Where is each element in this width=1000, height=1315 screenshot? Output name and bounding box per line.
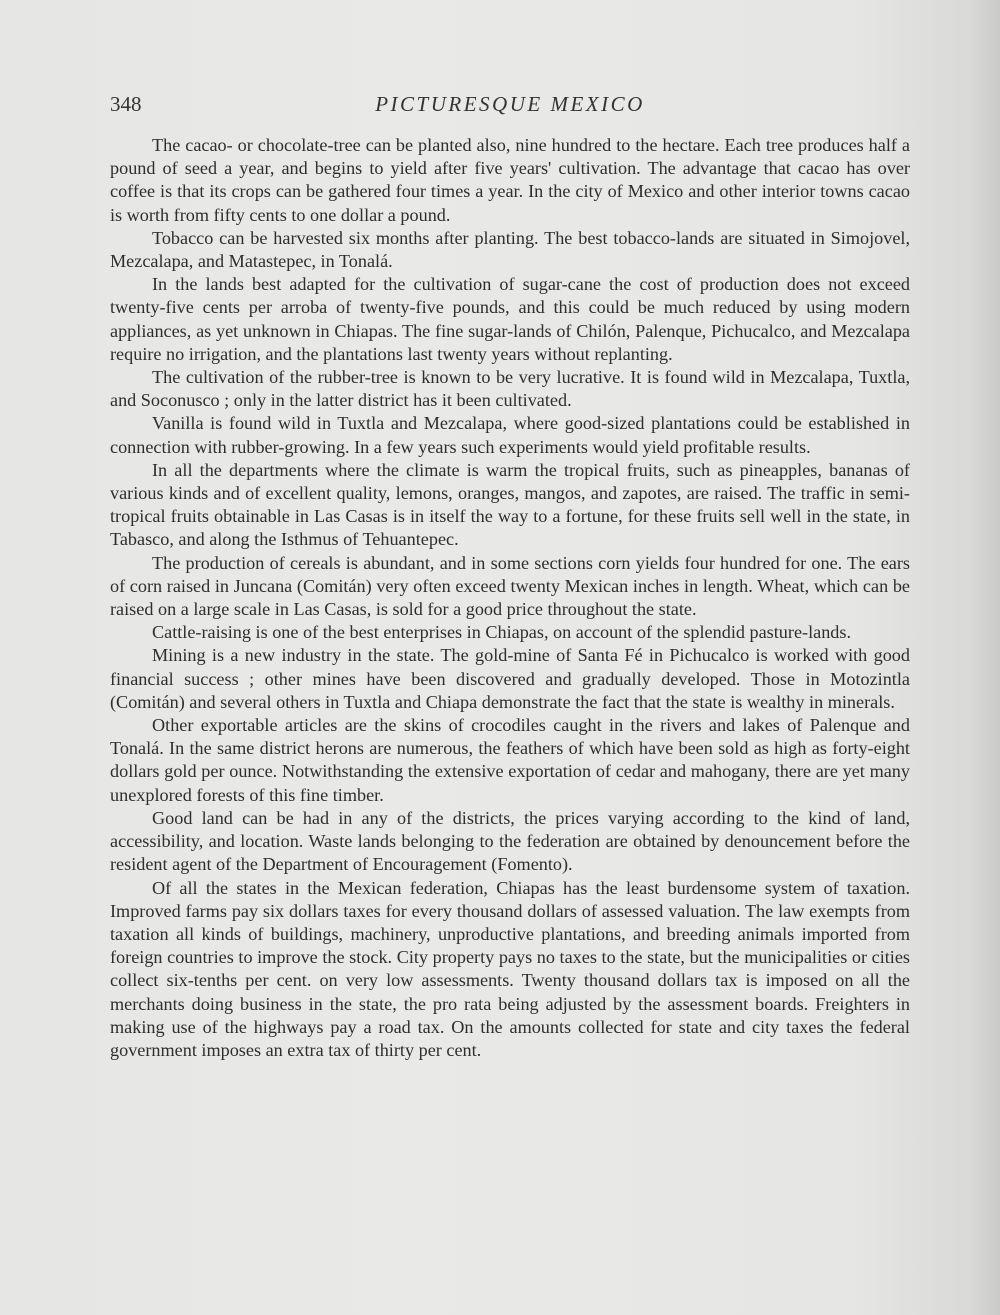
paragraph-land: Good land can be had in any of the districts, the prices varying according to the kind of land, accessibility, and location. Waste lands belonging to the federation are obtained by denouncement before the resident agent of the Department of Encouragement (Fomento).: [110, 807, 910, 875]
paragraph-cereals: The production of cereals is abundant, and in some sections corn yields four hundred for one. The ears of corn raised in Juncana (Comitán) very often exceed twenty Mexican inches in length. Wheat, which can be raised on a large scale in Las Casas, is sold for a good price throughout the state.: [110, 552, 910, 620]
paragraph-cattle: Cattle-raising is one of the best enterprises in Chiapas, on account of the splendid pasture-lands.: [152, 622, 852, 643]
paragraph-sugar-cane: In the lands best adapted for the cultivation of sugar-cane the cost of production does not exceed twenty-five cents per arroba of twenty-five pounds, and this could be much reduced by using modern appliances, as yet unknown in Chiapas. The fine sugar-lands of Chilón, Palenque, Pichucalco, and Mezcalapa require no irrigation, and the plantations last twenty years without replanting.: [110, 274, 910, 364]
paragraph-exports: Other exportable articles are the skins of crocodiles caught in the rivers and lakes of Palenque and Tonalá. In the same district herons are numerous, the feathers of which have been sold as high as forty-eight dollars gold per ounce. Notwithstanding the extensive exportation of cedar and mahogany, there are yet many unexplored forests of this fine timber.: [110, 715, 910, 805]
page-number: 348: [110, 92, 142, 116]
paragraph-mining: Mining is a new industry in the state. The gold-mine of Santa Fé in Pichucalco is worked with good financial success ; other mines have been discovered and gradually developed. Those in Motozintla (Comitán) and several others in Tuxtla and Chiapa demonstrate the fact that the state is wealthy in minerals.: [110, 645, 910, 712]
paragraph-tobacco: Tobacco can be harvested six months after planting. The best tobacco-lands are situated in Simojovel, Mezcalapa, and Matastepec, in Tonalá.: [110, 227, 910, 272]
running-title: PICTURESQUE MEXICO: [375, 92, 645, 116]
paragraph-cacao: The cacao- or chocolate-tree can be planted also, nine hundred to the hectare. Each tree produces half a pound of seed a year, and begins to yield after five years' cultivation. The advantage that cacao has over coffee is that its crops can be gathered four times a year. In the city of Mexico and other interior towns cacao is worth from fifty cents to one dollar a pound.: [110, 135, 910, 225]
running-head: [110, 92, 910, 122]
paragraph-vanilla: Vanilla is found wild in Tuxtla and Mezcalapa, where good-sized plantations could be established in connection with rubber-growing. In a few years such experiments would yield profitable results.: [110, 413, 910, 457]
paragraph-taxation: Of all the states in the Mexican federation, Chiapas has the least burdensome system of taxation. Improved farms pay six dollars taxes for every thousand dollars of assessed valuation. The law exempts from taxation all kinds of buildings, machinery, unproductive plantations, and breeding animals imported from foreign countries to improve the stock. City property pays no taxes to the state, but the municipalities or cities collect six-tenths per cent. on very low assessments. Twenty thousand dollars tax is imposed on all the merchants doing business in the state, the pro rata being adjusted by the assessment boards. Freighters in making use of the highways pay a road tax. On the amounts collected for state and city taxes the federal government imposes an extra tax of thirty per cent.: [110, 877, 910, 1060]
paragraph-tropical-fruits: In all the departments where the climate is warm the tropical fruits, such as pineapples, bananas of various kinds and of excellent quality, lemons, oranges, mangos, and zapotes, are raised. The traffic in semi-tropical fruits obtainable in Las Casas is in itself the way to a fortune, for these fruits sell well in the state, in Tabasco, and along the Isthmus of Tehuantepec.: [110, 459, 910, 550]
body-text: [110, 134, 910, 1062]
paragraph-rubber: The cultivation of the rubber-tree is known to be very lucrative. It is found wild in Mezcalapa, Tuxtla, and Soconusco ; only in the latter district has it been cultivated.: [110, 367, 910, 411]
page-edge-shadow: [970, 0, 1000, 1315]
